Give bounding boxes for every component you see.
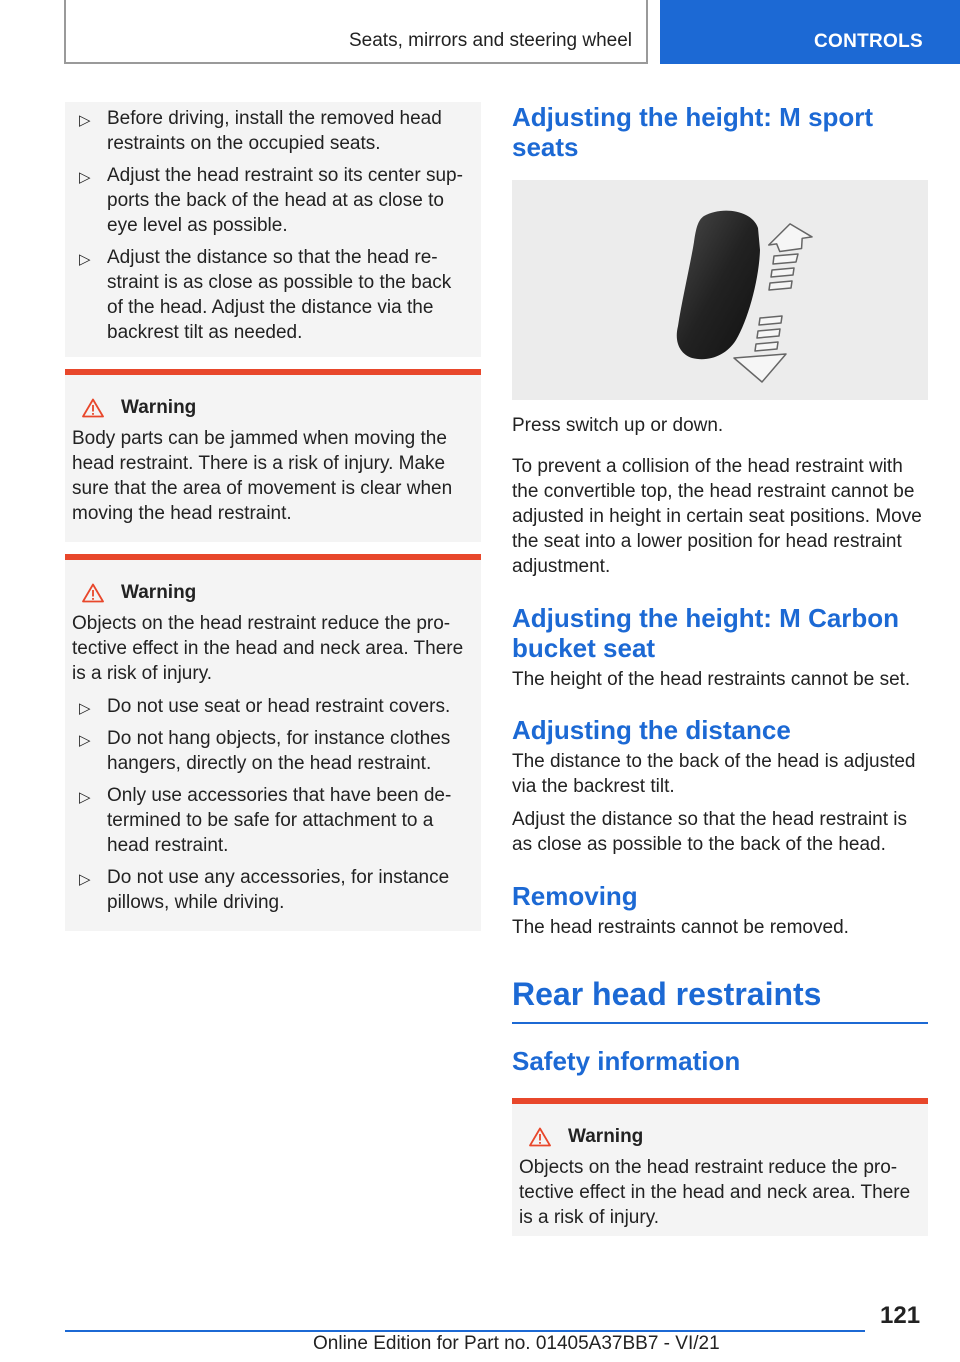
list-item <box>79 245 467 345</box>
bullet-triangle-icon: ▷ <box>79 871 91 888</box>
warning-list <box>72 694 474 915</box>
bullet-triangle-icon: ▷ <box>79 700 91 717</box>
removing-text: The head restraints cannot be removed. <box>512 917 849 938</box>
head-restraint-switch-illustration <box>512 180 928 400</box>
list-item-text: Adjust the head restraint so its center sup-ports the back of the head at as close to eye level as possible. <box>107 165 463 236</box>
warning-triangle-icon <box>82 583 104 603</box>
heading-rear-head-restraints: Rear head restraints <box>512 976 928 1024</box>
warning-text: Body parts can be jammed when moving the head restraint. There is a risk of injury. Make sure that the area of movement is clear when moving the head restraint. <box>72 428 453 524</box>
list-item <box>79 106 467 156</box>
page-number: 121 <box>880 1302 921 1329</box>
bullet-triangle-icon: ▷ <box>79 732 91 749</box>
bullet-triangle-icon: ▷ <box>79 169 91 186</box>
list-item-text: Do not use seat or head restraint covers. <box>107 696 451 717</box>
bullet-triangle-icon: ▷ <box>79 112 91 129</box>
warning-text: Objects on the head restraint reduce the pro-tective effect in the head and neck area. There is a risk of injury. <box>519 1157 911 1228</box>
m-sport-text: To prevent a collision of the head restraint with the convertible top, the head restraint cannot be adjusted in height in certain seat positions. Move the seat into a lower position for head restraint adjustment. <box>512 456 922 577</box>
list-item-text: Do not hang objects, for instance clothes hangers, directly on the head restraint. <box>107 728 451 774</box>
warning-header <box>82 582 474 604</box>
distance-text-1: The distance to the back of the head is adjusted via the backrest tilt. <box>512 751 916 797</box>
arrow-up-icon <box>766 221 813 290</box>
warning-title: Warning <box>568 1126 644 1147</box>
switch-illustration <box>512 180 928 400</box>
bullet-triangle-icon: ▷ <box>79 789 91 806</box>
list-item <box>79 726 474 776</box>
seat-switch-icon <box>677 211 760 360</box>
instructions-box <box>65 102 481 357</box>
warning-header <box>529 1126 921 1148</box>
warning-header <box>82 397 474 419</box>
list-item-text: Before driving, install the removed head restraints on the occupied seats. <box>107 108 442 154</box>
list-item <box>79 783 474 858</box>
list-item-text: Do not use any accessories, for instance pillows, while driving. <box>107 867 450 913</box>
list-item-text: Only use accessories that have been de-termined to be safe for attachment to a head restraint. <box>107 785 452 856</box>
header-chapter-tab[interactable] <box>660 0 960 64</box>
left-column <box>65 102 481 931</box>
heading-removing: Removing <box>512 881 638 911</box>
distance-text-2: Adjust the distance so that the head restraint is as close as possible to the back of the head. <box>512 809 908 855</box>
warning-box-rear <box>512 1098 928 1236</box>
heading-m-carbon-bucket-seat: Adjusting the height: M Carbon bucket seat <box>512 603 900 663</box>
warning-triangle-icon <box>529 1127 551 1147</box>
header-section-box <box>64 0 648 64</box>
warning-title: Warning <box>121 582 197 603</box>
heading-adjusting-distance: Adjusting the distance <box>512 715 791 745</box>
list-item <box>79 694 474 719</box>
footer-edition: Online Edition for Part no. 01405A37BB7 - VI/21 <box>313 1333 720 1354</box>
caption-press-switch: Press switch up or down. <box>512 415 724 436</box>
warning-box-jamming <box>65 369 481 542</box>
right-column <box>512 102 928 1236</box>
list-item <box>79 163 467 238</box>
warning-text: Objects on the head restraint reduce the pro-tective effect in the head and neck area. There is a risk of injury. <box>72 613 464 684</box>
list-item-text: Adjust the distance so that the head re-straint is as close as possible to the back of the head. Adjust the distance via the backrest tilt as needed. <box>107 247 452 343</box>
header-chapter-label: CONTROLS <box>814 31 924 52</box>
header-section-title: Seats, mirrors and steering wheel <box>348 30 632 51</box>
heading-m-sport-seats: Adjusting the height: M sport seats <box>512 102 874 162</box>
bullet-triangle-icon: ▷ <box>79 251 91 268</box>
warning-triangle-icon <box>82 398 104 418</box>
list-item <box>79 865 474 915</box>
heading-safety-information: Safety information <box>512 1046 741 1076</box>
warning-box-objects <box>65 554 481 931</box>
m-carbon-text: The height of the head restraints cannot be set. <box>512 669 911 690</box>
footer-divider <box>65 1330 865 1332</box>
warning-title: Warning <box>121 397 197 418</box>
